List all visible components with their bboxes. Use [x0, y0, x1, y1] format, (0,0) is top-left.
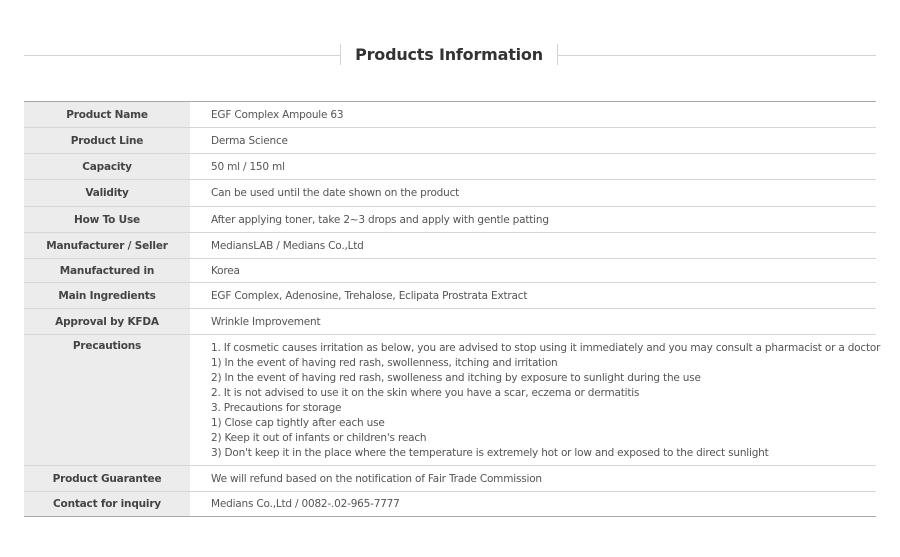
- row-value: After applying toner, take 2~3 drops and apply with gentle patting: [190, 207, 876, 233]
- row-value: We will refund based on the notification of Fair Trade Commission: [190, 466, 876, 492]
- row-value: Can be used until the date shown on the product: [190, 180, 876, 207]
- row-value: 50 ml / 150 ml: [190, 154, 876, 180]
- header-divider-left: [24, 55, 340, 56]
- row-value: Medians Co.,Ltd / 0082-.02-965-7777: [190, 492, 876, 517]
- row-label: Manufactured in: [24, 259, 190, 283]
- row-value: Korea: [190, 259, 876, 283]
- table-row-main-ingredients: [24, 283, 876, 309]
- precaution-line: 1. If cosmetic causes irritation as below, you are advised to stop using it immediately and you may consult a pharmacist or a doctor: [211, 342, 881, 354]
- row-value: EGF Complex Ampoule 63: [211, 108, 344, 121]
- row-label: Validity: [24, 180, 190, 207]
- precaution-line: 1) In the event of having red rash, swollenness, itching and irritation: [211, 357, 558, 369]
- table-row-capacity: [24, 154, 876, 180]
- section-header: [24, 44, 876, 66]
- row-value: Derma Science: [190, 128, 876, 154]
- precaution-line: 3) Don't keep it in the place where the temperature is extremely hot or low and exposed to the direct sunlight: [211, 447, 769, 459]
- row-label: How To Use: [24, 207, 190, 233]
- row-value: MediansLAB / Medians Co.,Ltd: [190, 233, 876, 259]
- row-label: Product Guarantee: [24, 466, 190, 492]
- row-value: EGF Complex, Adenosine, Trehalose, Eclipata Prostrata Extract: [190, 283, 876, 309]
- table-row-approval: [24, 309, 876, 335]
- precaution-line: 2. It is not advised to use it on the skin where you have a scar, eczema or dermatitis: [211, 387, 640, 399]
- row-label: Capacity: [24, 154, 190, 180]
- row-label: Contact for inquiry: [24, 492, 190, 517]
- precautions-list: [190, 335, 881, 466]
- product-info-table: [24, 101, 881, 517]
- row-label: Product Line: [24, 128, 190, 154]
- precaution-line: 3. Precautions for storage: [211, 402, 342, 414]
- table-row-manufactured-in: [24, 259, 876, 283]
- header-divider-right: [557, 55, 876, 56]
- table-row-product-guarantee: [24, 466, 876, 492]
- row-label: Main Ingredients: [24, 283, 190, 309]
- precaution-line: 2) In the event of having red rash, swolleness and itching by exposure to sunlight during the use: [211, 372, 701, 384]
- row-label: Precautions: [24, 335, 190, 466]
- row-label: Product Name: [24, 102, 190, 128]
- row-label: Manufacturer / Seller: [24, 233, 190, 259]
- table-row-product-name: [24, 102, 876, 128]
- table-row-manufacturer: [24, 233, 876, 259]
- table-row-precautions: [24, 335, 876, 466]
- row-value: Wrinkle Improvement: [190, 309, 876, 335]
- table-row-how-to-use: [24, 207, 876, 233]
- page-title: Products Information: [355, 45, 543, 64]
- table-row-contact: [24, 492, 876, 517]
- table-row-validity: [24, 180, 876, 207]
- precaution-line: 1) Close cap tightly after each use: [211, 417, 385, 429]
- table-row-product-line: [24, 128, 876, 154]
- row-label: Approval by KFDA: [24, 309, 190, 335]
- precaution-line: 2) Keep it out of infants or children's reach: [211, 432, 427, 444]
